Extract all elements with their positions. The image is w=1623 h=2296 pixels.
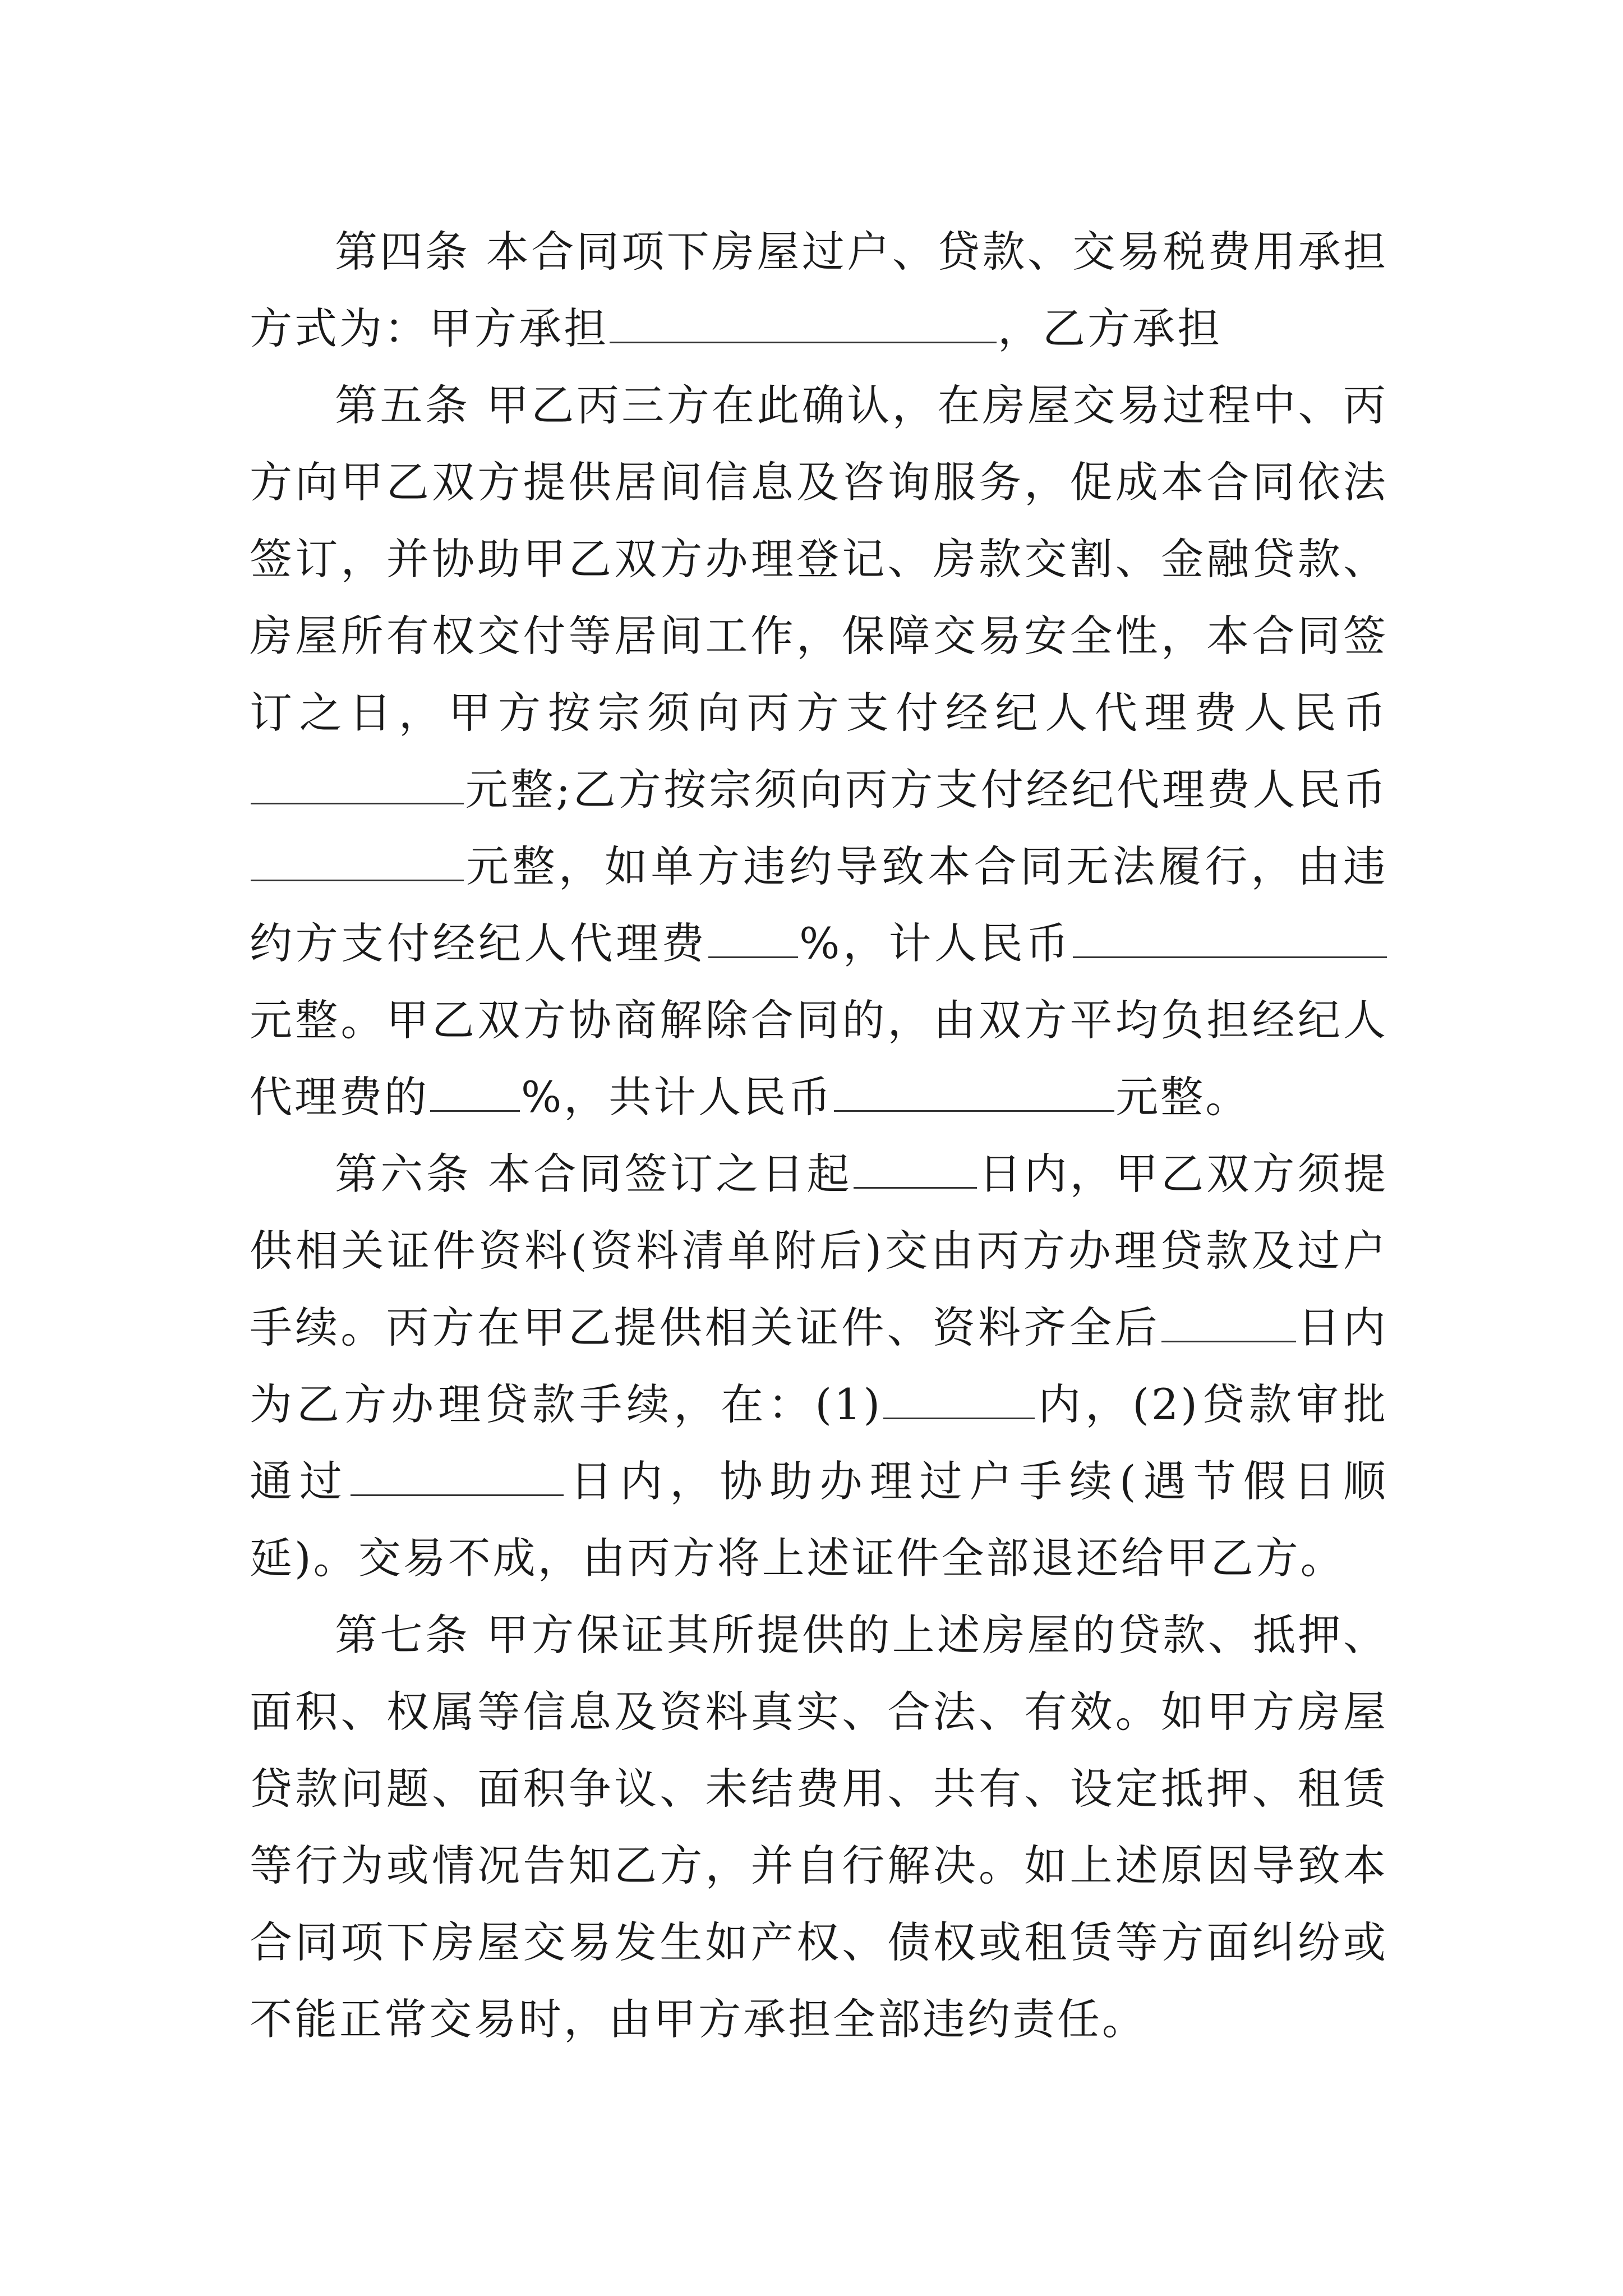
article-4-text-1: 第四条 本合同项下房屋过户、贷款、交易税费用承担方式为：甲方承担	[250, 227, 1388, 353]
contract-body	[250, 213, 1388, 2058]
fill-blank[interactable]	[1161, 1300, 1296, 1342]
article-5-text-7: 元整。	[1115, 1072, 1251, 1122]
article-4-text-2: ，乙方承担	[998, 303, 1222, 353]
fill-blank[interactable]	[883, 1377, 1035, 1419]
article-5-text-3: 元整，如单方违约导致本合同无法履行，由违约方支付经纪人代理费	[250, 841, 1388, 968]
article-5-text-1: 第五条 甲乙丙三方在此确认，在房屋交易过程中、丙方向甲乙双方提供居间信息及咨询服务，促成本合同依法签订，并协助甲乙双方办理登记、房款交割、金融贷款、房屋所有权交付等居间工作，保障交易安全性，本合同签订之日，甲方按宗须向丙方支付经纪人代理费人民币	[250, 380, 1388, 738]
article-7-text: 第七条 甲方保证其所提供的上述房屋的贷款、抵押、面积、权属等信息及资料真实、合法、有效。如甲方房屋贷款问题、面积争议、未结费用、共有、设定抵押、租赁等行为或情况告知乙方，并自行解决。如上述原因导致本合同项下房屋交易发生如产权、债权或租赁等方面纠纷或不能正常交易时，由甲方承担全部违约责任。	[250, 1610, 1388, 2044]
fill-blank[interactable]	[708, 916, 798, 958]
fill-blank[interactable]	[834, 1070, 1114, 1112]
fill-blank[interactable]	[854, 1147, 977, 1189]
article-6	[250, 1135, 1388, 1596]
article-6-text-2: 日内，甲乙双方须提供相关证件资料(资料清单附后)交由丙方办理贷款及过户手续。丙方在甲乙提供相关证件、资料齐全后	[250, 1149, 1388, 1352]
fill-blank[interactable]	[251, 839, 464, 881]
article-6-text-4: 内，(2)贷款审批通过	[250, 1379, 1389, 1506]
article-5-text-6: %，共计人民币	[521, 1072, 833, 1122]
fill-blank[interactable]	[1073, 916, 1387, 958]
fill-blank[interactable]	[351, 1454, 564, 1496]
article-6-text-5: 日内，协助办理过户手续(遇节假日顺延)。交易不成，由丙方将上述证件全部退还给甲乙方。	[250, 1456, 1389, 1583]
article-5-text-4: %，计人民币	[799, 918, 1072, 968]
fill-blank[interactable]	[430, 1070, 520, 1112]
fill-blank[interactable]	[610, 301, 997, 343]
article-5-text-5: 元整。甲乙双方协商解除合同的，由双方平均负担经纪人代理费的	[250, 995, 1388, 1122]
article-4	[250, 213, 1388, 367]
article-7	[250, 1596, 1388, 2058]
article-5-text-2: 元整;乙方按宗须向丙方支付经纪代理费人民币	[465, 765, 1388, 815]
article-6-text-3: 日内为乙方办理贷款手续，在：(1)	[250, 1303, 1389, 1429]
fill-blank[interactable]	[251, 762, 464, 804]
article-6-text-1: 第六条 本合同签订之日起	[335, 1149, 852, 1199]
article-5	[250, 367, 1388, 1135]
